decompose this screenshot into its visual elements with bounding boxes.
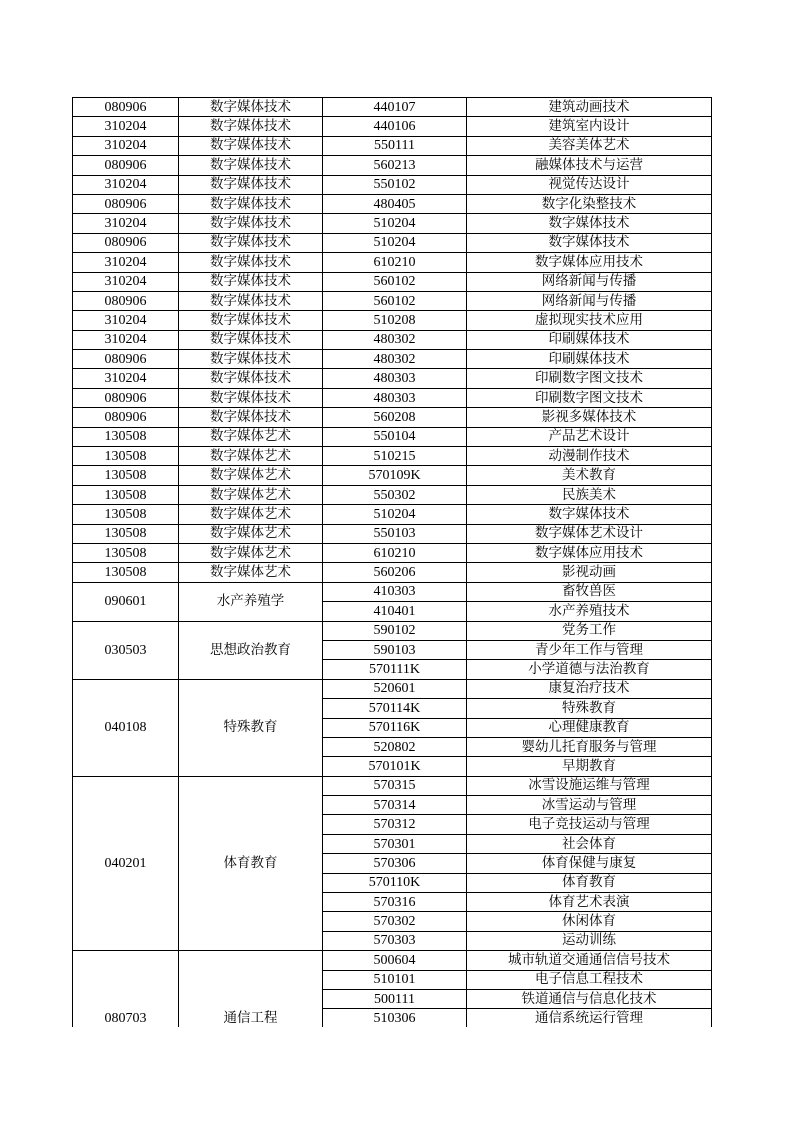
vocational-code-cell: 550103	[323, 524, 467, 543]
table-row	[73, 98, 712, 117]
bachelor-major-cell: 水产养殖学	[179, 582, 323, 621]
vocational-code-cell: 570312	[323, 815, 467, 834]
table-row	[73, 679, 712, 698]
bachelor-major-cell: 数字媒体艺术	[179, 447, 323, 466]
bachelor-code-cell: 030503	[73, 621, 179, 679]
bachelor-code-cell: 130508	[73, 543, 179, 562]
bachelor-major-cell: 数字媒体技术	[179, 253, 323, 272]
vocational-code-cell: 590103	[323, 640, 467, 659]
vocational-code-cell: 570114K	[323, 699, 467, 718]
bachelor-major-cell: 数字媒体艺术	[179, 505, 323, 524]
vocational-major-cell: 青少年工作与管理	[467, 640, 712, 659]
vocational-code-cell: 520802	[323, 737, 467, 756]
bachelor-major-cell: 数字媒体技术	[179, 369, 323, 388]
bachelor-code-cell: 310204	[73, 117, 179, 136]
vocational-code-cell: 510204	[323, 233, 467, 252]
table-row	[73, 175, 712, 194]
bachelor-major-cell: 数字媒体技术	[179, 291, 323, 310]
bachelor-code-cell: 130508	[73, 485, 179, 504]
vocational-code-cell: 570315	[323, 776, 467, 795]
vocational-code-cell: 510215	[323, 447, 467, 466]
table-row	[73, 543, 712, 562]
bachelor-code-cell: 080906	[73, 156, 179, 175]
vocational-major-cell: 美术教育	[467, 466, 712, 485]
vocational-code-cell: 560213	[323, 156, 467, 175]
vocational-code-cell: 570116K	[323, 718, 467, 737]
table-row	[73, 466, 712, 485]
bachelor-code-cell: 130508	[73, 505, 179, 524]
vocational-code-cell: 520601	[323, 679, 467, 698]
table-row	[73, 272, 712, 291]
bachelor-major-cell: 数字媒体技术	[179, 175, 323, 194]
vocational-major-cell: 城市轨道交通通信信号技术	[467, 951, 712, 970]
vocational-major-cell: 影视多媒体技术	[467, 408, 712, 427]
vocational-major-cell: 冰雪运动与管理	[467, 796, 712, 815]
table-viewport	[72, 97, 712, 1027]
vocational-major-cell: 数字媒体技术	[467, 505, 712, 524]
vocational-major-cell: 体育保健与康复	[467, 854, 712, 873]
vocational-code-cell: 570111K	[323, 660, 467, 679]
table-row	[73, 233, 712, 252]
table-row	[73, 621, 712, 640]
vocational-major-cell: 网络新闻与传播	[467, 272, 712, 291]
vocational-major-cell: 冰雪设施运维与管理	[467, 776, 712, 795]
table-row	[73, 505, 712, 524]
vocational-code-cell: 480302	[323, 330, 467, 349]
table-row	[73, 311, 712, 330]
vocational-code-cell: 570303	[323, 931, 467, 950]
table-row	[73, 427, 712, 446]
vocational-major-cell: 铁道通信与信息化技术	[467, 989, 712, 1008]
vocational-major-cell: 休闲体育	[467, 912, 712, 931]
vocational-code-cell: 570316	[323, 893, 467, 912]
vocational-code-cell: 510101	[323, 970, 467, 989]
vocational-code-cell: 610210	[323, 253, 467, 272]
vocational-code-cell: 510306	[323, 1009, 467, 1027]
table-row	[73, 291, 712, 310]
major-mapping-table	[72, 97, 712, 1027]
bachelor-major-cell: 数字媒体技术	[179, 214, 323, 233]
vocational-code-cell: 570110K	[323, 873, 467, 892]
bachelor-major-cell: 数字媒体技术	[179, 156, 323, 175]
vocational-major-cell: 印刷媒体技术	[467, 350, 712, 369]
bachelor-major-cell: 数字媒体技术	[179, 136, 323, 155]
table-row	[73, 136, 712, 155]
bachelor-code-cell: 310204	[73, 330, 179, 349]
vocational-code-cell: 500111	[323, 989, 467, 1008]
table-row	[73, 350, 712, 369]
table-body	[73, 98, 712, 1028]
bachelor-major-cell: 数字媒体技术	[179, 233, 323, 252]
bachelor-major-cell: 数字媒体艺术	[179, 485, 323, 504]
table-row	[73, 485, 712, 504]
bachelor-code-cell: 080703	[73, 951, 179, 1027]
vocational-major-cell: 融媒体技术与运营	[467, 156, 712, 175]
bachelor-code-cell: 310204	[73, 253, 179, 272]
vocational-major-cell: 印刷数字图文技术	[467, 369, 712, 388]
bachelor-code-cell: 080906	[73, 98, 179, 117]
vocational-code-cell: 590102	[323, 621, 467, 640]
vocational-major-cell: 早期教育	[467, 757, 712, 776]
bachelor-major-cell: 数字媒体艺术	[179, 563, 323, 582]
table-row	[73, 524, 712, 543]
vocational-major-cell: 建筑室内设计	[467, 117, 712, 136]
vocational-major-cell: 运动训练	[467, 931, 712, 950]
vocational-major-cell: 虚拟现实技术应用	[467, 311, 712, 330]
table-row	[73, 447, 712, 466]
bachelor-major-cell: 数字媒体技术	[179, 98, 323, 117]
table-row	[73, 117, 712, 136]
vocational-major-cell: 通信系统运行管理	[467, 1009, 712, 1027]
bachelor-code-cell: 080906	[73, 194, 179, 213]
vocational-major-cell: 康复治疗技术	[467, 679, 712, 698]
vocational-major-cell: 体育教育	[467, 873, 712, 892]
bachelor-code-cell: 310204	[73, 272, 179, 291]
bachelor-major-cell: 数字媒体艺术	[179, 466, 323, 485]
bachelor-code-cell: 310204	[73, 136, 179, 155]
vocational-major-cell: 印刷媒体技术	[467, 330, 712, 349]
bachelor-code-cell: 130508	[73, 447, 179, 466]
bachelor-major-cell: 数字媒体技术	[179, 194, 323, 213]
table-row	[73, 253, 712, 272]
vocational-code-cell: 570101K	[323, 757, 467, 776]
bachelor-major-cell: 数字媒体技术	[179, 117, 323, 136]
bachelor-major-cell: 数字媒体技术	[179, 311, 323, 330]
vocational-major-cell: 网络新闻与传播	[467, 291, 712, 310]
vocational-major-cell: 建筑动画技术	[467, 98, 712, 117]
bachelor-code-cell: 310204	[73, 214, 179, 233]
vocational-code-cell: 510208	[323, 311, 467, 330]
vocational-major-cell: 畜牧兽医	[467, 582, 712, 601]
vocational-major-cell: 印刷数字图文技术	[467, 388, 712, 407]
bachelor-major-cell: 思想政治教育	[179, 621, 323, 679]
vocational-major-cell: 党务工作	[467, 621, 712, 640]
table-row	[73, 214, 712, 233]
vocational-major-cell: 数字媒体艺术设计	[467, 524, 712, 543]
vocational-code-cell: 410303	[323, 582, 467, 601]
vocational-code-cell: 560208	[323, 408, 467, 427]
vocational-code-cell: 480303	[323, 388, 467, 407]
vocational-code-cell: 550102	[323, 175, 467, 194]
bachelor-code-cell: 080906	[73, 291, 179, 310]
bachelor-code-cell: 080906	[73, 388, 179, 407]
bachelor-code-cell: 080906	[73, 233, 179, 252]
vocational-major-cell: 美容美体艺术	[467, 136, 712, 155]
table-row	[73, 776, 712, 795]
table-row	[73, 194, 712, 213]
bachelor-major-cell: 通信工程	[179, 951, 323, 1027]
table-row	[73, 369, 712, 388]
vocational-major-cell: 体育艺术表演	[467, 893, 712, 912]
bachelor-major-cell: 数字媒体技术	[179, 350, 323, 369]
vocational-code-cell: 480405	[323, 194, 467, 213]
vocational-major-cell: 特殊教育	[467, 699, 712, 718]
table-row	[73, 408, 712, 427]
table-row	[73, 156, 712, 175]
vocational-code-cell: 440106	[323, 117, 467, 136]
bachelor-code-cell: 130508	[73, 524, 179, 543]
vocational-major-cell: 数字媒体技术	[467, 233, 712, 252]
table-row	[73, 951, 712, 970]
bachelor-code-cell: 080906	[73, 408, 179, 427]
vocational-major-cell: 水产养殖技术	[467, 602, 712, 621]
bachelor-code-cell: 130508	[73, 427, 179, 446]
table-row	[73, 388, 712, 407]
vocational-major-cell: 婴幼儿托育服务与管理	[467, 737, 712, 756]
vocational-major-cell: 数字媒体应用技术	[467, 253, 712, 272]
vocational-code-cell: 500604	[323, 951, 467, 970]
vocational-code-cell: 610210	[323, 543, 467, 562]
bachelor-code-cell: 310204	[73, 175, 179, 194]
bachelor-code-cell: 090601	[73, 582, 179, 621]
vocational-major-cell: 数字化染整技术	[467, 194, 712, 213]
vocational-code-cell: 440107	[323, 98, 467, 117]
bachelor-major-cell: 特殊教育	[179, 679, 323, 776]
vocational-major-cell: 心理健康教育	[467, 718, 712, 737]
bachelor-code-cell: 040108	[73, 679, 179, 776]
vocational-major-cell: 动漫制作技术	[467, 447, 712, 466]
vocational-code-cell: 570302	[323, 912, 467, 931]
bachelor-code-cell: 040201	[73, 776, 179, 951]
vocational-code-cell: 570306	[323, 854, 467, 873]
bachelor-code-cell: 080906	[73, 350, 179, 369]
bachelor-major-cell: 数字媒体艺术	[179, 427, 323, 446]
table-row	[73, 582, 712, 601]
bachelor-major-cell: 数字媒体艺术	[179, 543, 323, 562]
bachelor-code-cell: 130508	[73, 563, 179, 582]
vocational-code-cell: 560102	[323, 291, 467, 310]
bachelor-code-cell: 130508	[73, 466, 179, 485]
bachelor-code-cell: 310204	[73, 311, 179, 330]
bachelor-major-cell: 数字媒体技术	[179, 272, 323, 291]
vocational-code-cell: 550302	[323, 485, 467, 504]
vocational-code-cell: 570301	[323, 834, 467, 853]
table-row	[73, 563, 712, 582]
vocational-major-cell: 产品艺术设计	[467, 427, 712, 446]
vocational-code-cell: 570109K	[323, 466, 467, 485]
vocational-code-cell: 550111	[323, 136, 467, 155]
vocational-major-cell: 电子竞技运动与管理	[467, 815, 712, 834]
vocational-code-cell: 510204	[323, 214, 467, 233]
vocational-major-cell: 数字媒体技术	[467, 214, 712, 233]
bachelor-major-cell: 数字媒体艺术	[179, 524, 323, 543]
bachelor-code-cell: 310204	[73, 369, 179, 388]
bachelor-major-cell: 体育教育	[179, 776, 323, 951]
vocational-code-cell: 550104	[323, 427, 467, 446]
vocational-code-cell: 570314	[323, 796, 467, 815]
vocational-code-cell: 480303	[323, 369, 467, 388]
bachelor-major-cell: 数字媒体技术	[179, 408, 323, 427]
vocational-code-cell: 480302	[323, 350, 467, 369]
vocational-major-cell: 视觉传达设计	[467, 175, 712, 194]
vocational-code-cell: 560206	[323, 563, 467, 582]
vocational-code-cell: 510204	[323, 505, 467, 524]
vocational-major-cell: 数字媒体应用技术	[467, 543, 712, 562]
vocational-code-cell: 560102	[323, 272, 467, 291]
table-row	[73, 330, 712, 349]
vocational-major-cell: 民族美术	[467, 485, 712, 504]
vocational-major-cell: 社会体育	[467, 834, 712, 853]
vocational-major-cell: 电子信息工程技术	[467, 970, 712, 989]
vocational-code-cell: 410401	[323, 602, 467, 621]
vocational-major-cell: 小学道德与法治教育	[467, 660, 712, 679]
bachelor-major-cell: 数字媒体技术	[179, 330, 323, 349]
vocational-major-cell: 影视动画	[467, 563, 712, 582]
bachelor-major-cell: 数字媒体技术	[179, 388, 323, 407]
